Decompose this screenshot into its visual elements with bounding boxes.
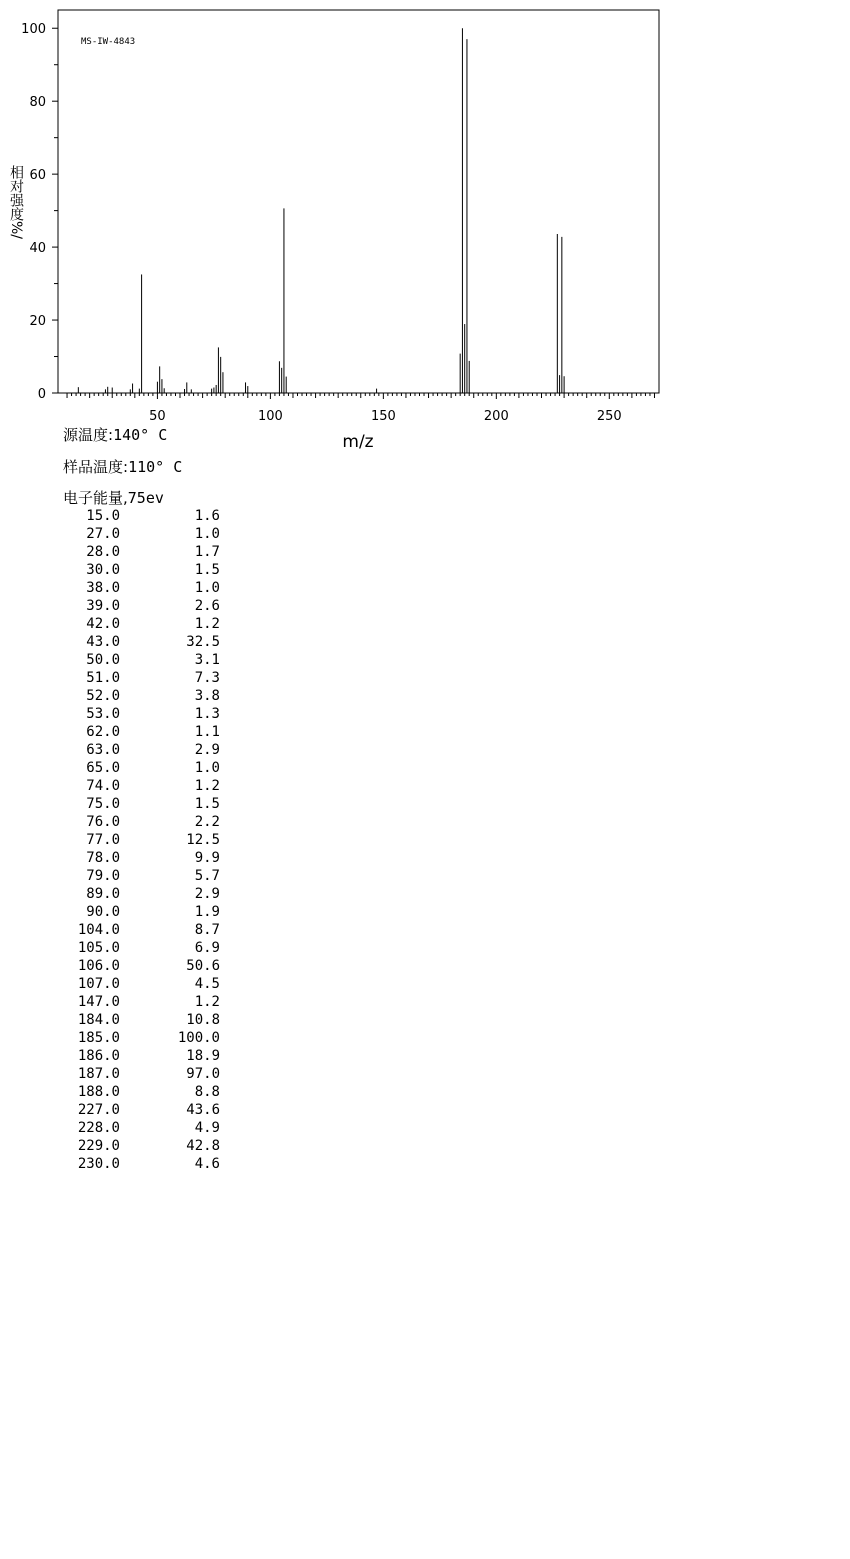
peak-intensity: 42.8 [186, 1138, 220, 1154]
peak-mz: 184.0 [77, 1012, 120, 1028]
peak-table-row [60, 1011, 220, 1029]
peak-intensity: 1.3 [194, 706, 220, 722]
peak-intensity: 1.0 [194, 526, 220, 542]
peak-intensity: 7.3 [194, 670, 220, 686]
peak-intensity: 18.9 [186, 1048, 220, 1064]
peak-intensity: 8.7 [194, 922, 220, 938]
peak-intensity: 1.6 [194, 508, 220, 524]
peak-intensity: 1.7 [194, 544, 220, 560]
peak-intensity: 1.5 [194, 562, 220, 578]
peak-intensity: 32.5 [186, 634, 220, 650]
peak-intensity: 2.9 [194, 886, 220, 902]
peak-mz: 42.0 [86, 616, 120, 632]
spectrum-id-label: MS-IW-4843 [81, 37, 136, 47]
source-temperature-label: 源温度: [63, 426, 114, 444]
peak-intensity: 4.6 [194, 1156, 220, 1172]
peak-table [60, 507, 220, 1173]
peak-mz: 104.0 [77, 922, 120, 938]
peak-mz: 39.0 [86, 598, 120, 614]
sample-temperature-label: 样品温度: [63, 458, 129, 476]
peak-table-row [60, 525, 220, 543]
electron-energy-label: 电子能量, [63, 489, 128, 507]
peak-table-row [60, 705, 220, 723]
x-tick-label: 200 [483, 409, 509, 424]
peak-intensity: 8.8 [194, 1084, 220, 1100]
peak-table-row [60, 867, 220, 885]
y-tick-label: 20 [29, 314, 46, 330]
peak-mz: 65.0 [86, 760, 120, 776]
peak-table-row [60, 795, 220, 813]
x-tick-label: 100 [257, 409, 283, 424]
peak-intensity: 50.6 [186, 958, 220, 974]
peak-mz: 43.0 [86, 634, 120, 650]
peak-mz: 187.0 [77, 1066, 120, 1082]
peak-intensity: 1.2 [194, 616, 220, 632]
y-tick-label: 40 [29, 241, 46, 257]
peak-table-row [60, 939, 220, 957]
peak-table-row [60, 921, 220, 939]
y-tick-label: 60 [29, 168, 46, 184]
peak-table-row [60, 615, 220, 633]
peak-mz: 185.0 [77, 1030, 120, 1046]
peak-intensity: 1.1 [194, 724, 220, 740]
peak-intensity: 1.0 [194, 760, 220, 776]
plot-frame [58, 10, 659, 393]
peak-table-row [60, 903, 220, 921]
peak-mz: 53.0 [86, 706, 120, 722]
peak-mz: 106.0 [77, 958, 120, 974]
x-tick-label: 250 [596, 409, 622, 424]
peak-mz: 76.0 [86, 814, 120, 830]
peak-table-row [60, 1119, 220, 1137]
peak-intensity: 1.2 [194, 994, 220, 1010]
peak-table-row [60, 957, 220, 975]
peak-mz: 28.0 [86, 544, 120, 560]
peak-table-row [60, 975, 220, 993]
spectrum-bars [78, 28, 564, 393]
peak-mz: 229.0 [77, 1138, 120, 1154]
peak-table-row [60, 849, 220, 867]
y-tick-label: 80 [29, 95, 46, 111]
peak-mz: 52.0 [86, 688, 120, 704]
peak-table-row [60, 1083, 220, 1101]
y-axis-title-text: 相对强度%/ [8, 165, 24, 240]
peak-mz: 228.0 [77, 1120, 120, 1136]
electron-energy-value: 75ev [127, 489, 164, 507]
peak-table-row [60, 885, 220, 903]
peak-table-row [60, 759, 220, 777]
peak-mz: 186.0 [77, 1048, 120, 1064]
peak-intensity: 43.6 [186, 1102, 220, 1118]
peak-mz: 188.0 [77, 1084, 120, 1100]
peak-mz: 30.0 [86, 562, 120, 578]
peak-mz: 63.0 [86, 742, 120, 758]
electron-energy [63, 487, 164, 508]
peak-intensity: 10.8 [186, 1012, 220, 1028]
y-tick-label: 100 [21, 22, 46, 38]
peak-mz: 15.0 [86, 508, 120, 524]
peak-intensity: 1.2 [194, 778, 220, 794]
peak-mz: 62.0 [86, 724, 120, 740]
peak-mz: 89.0 [86, 886, 120, 902]
peak-mz: 74.0 [86, 778, 120, 794]
x-axis-ticks [67, 393, 654, 424]
peak-table-row [60, 561, 220, 579]
x-axis-title: m/z [342, 432, 374, 452]
peak-mz: 78.0 [86, 850, 120, 866]
peak-mz: 105.0 [77, 940, 120, 956]
x-tick-label: 50 [149, 409, 166, 424]
peak-mz: 90.0 [86, 904, 120, 920]
peak-mz: 147.0 [77, 994, 120, 1010]
mass-spectrum-chart [0, 0, 850, 460]
peak-intensity: 97.0 [186, 1066, 220, 1082]
peak-intensity: 3.1 [194, 652, 220, 668]
peak-mz: 227.0 [77, 1102, 120, 1118]
peak-table-row [60, 687, 220, 705]
peak-intensity: 9.9 [194, 850, 220, 866]
sample-temperature-value: 110° C [128, 458, 183, 476]
peak-mz: 75.0 [86, 796, 120, 812]
peak-table-row [60, 777, 220, 795]
peak-intensity: 100.0 [177, 1030, 220, 1046]
peak-table-row [60, 651, 220, 669]
peak-intensity: 2.9 [194, 742, 220, 758]
peak-table-row [60, 633, 220, 651]
peak-mz: 50.0 [86, 652, 120, 668]
peak-intensity: 2.2 [194, 814, 220, 830]
peak-table-row [60, 579, 220, 597]
x-tick-label: 150 [370, 409, 396, 424]
peak-mz: 38.0 [86, 580, 120, 596]
peak-mz: 230.0 [77, 1156, 120, 1172]
peak-table-row [60, 597, 220, 615]
peak-mz: 51.0 [86, 670, 120, 686]
peak-table-row [60, 741, 220, 759]
sample-temperature [63, 456, 182, 477]
peak-intensity: 4.5 [194, 976, 220, 992]
peak-mz: 79.0 [86, 868, 120, 884]
peak-intensity: 1.5 [194, 796, 220, 812]
peak-intensity: 12.5 [186, 832, 220, 848]
peak-intensity: 1.9 [194, 904, 220, 920]
peak-intensity: 2.6 [194, 598, 220, 614]
peak-intensity: 4.9 [194, 1120, 220, 1136]
peak-table-row [60, 1155, 220, 1173]
peak-intensity: 3.8 [194, 688, 220, 704]
peak-table-row [60, 1065, 220, 1083]
source-temperature [63, 424, 167, 445]
peak-intensity: 5.7 [194, 868, 220, 884]
y-tick-label: 0 [37, 387, 46, 402]
peak-intensity: 6.9 [194, 940, 220, 956]
peak-table-row [60, 543, 220, 561]
peak-table-row [60, 1137, 220, 1155]
peak-table-row [60, 831, 220, 849]
peak-mz: 107.0 [77, 976, 120, 992]
peak-table-row [60, 723, 220, 741]
peak-table-row [60, 669, 220, 687]
source-temperature-value: 140° C [113, 426, 168, 444]
peak-intensity: 1.0 [194, 580, 220, 596]
y-axis-ticks [21, 22, 58, 402]
peak-table-row [60, 507, 220, 525]
peak-table-row [60, 813, 220, 831]
peak-table-row [60, 1047, 220, 1065]
peak-table-row [60, 993, 220, 1011]
peak-mz: 27.0 [86, 526, 120, 542]
peak-table-row [60, 1029, 220, 1047]
y-axis-title [8, 164, 24, 239]
peak-mz: 77.0 [86, 832, 120, 848]
peak-table-row [60, 1101, 220, 1119]
